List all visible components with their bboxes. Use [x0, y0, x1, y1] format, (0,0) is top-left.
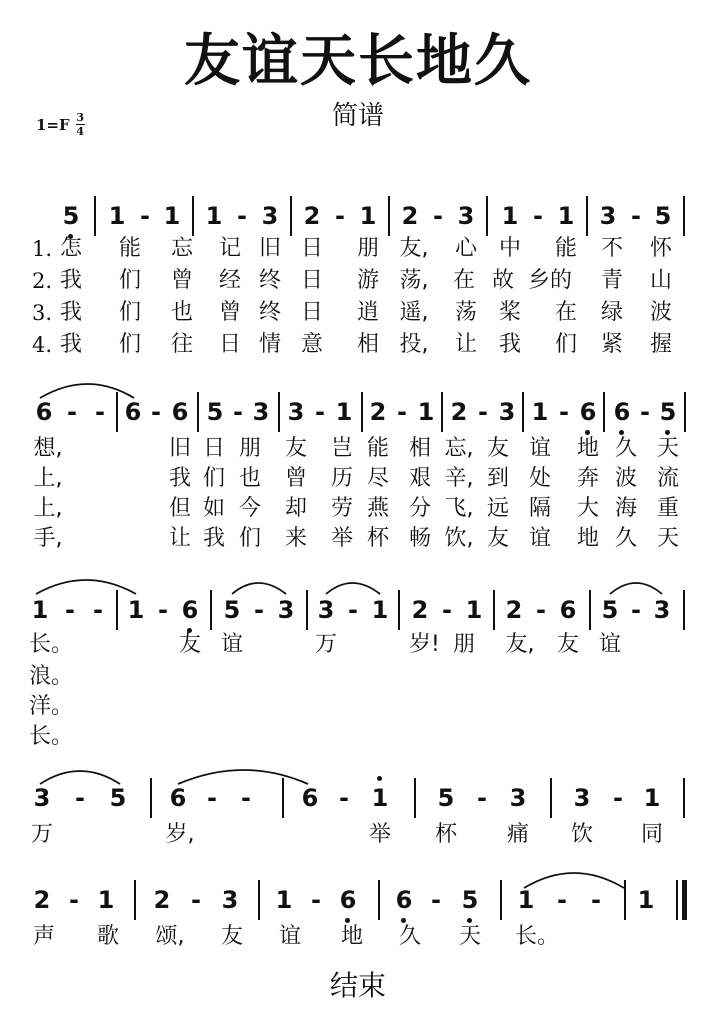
barline: [378, 880, 380, 920]
lyrics-verse-2: [0, 462, 716, 496]
barline: [116, 590, 118, 630]
note: 1: [275, 886, 293, 914]
lyrics-verse-1: [0, 232, 716, 266]
lyric-syllable: 到: [486, 466, 509, 491]
lyric-syllable: 们: [202, 466, 225, 491]
lyric-syllable: 上,: [33, 466, 63, 491]
barline: [586, 196, 588, 236]
lyric-syllable: 能: [366, 436, 389, 461]
lyric-syllable: 不: [600, 236, 623, 261]
note: -: [559, 398, 569, 426]
note: 5: [109, 784, 127, 812]
note: 5: [59, 196, 83, 236]
lyric-syllable: 长。: [29, 724, 74, 749]
note: -: [241, 784, 251, 812]
lyric-syllable: 在: [452, 268, 475, 293]
lyric-syllable: 相: [408, 436, 431, 461]
lyric-syllable: 们: [554, 332, 577, 357]
note: 3: [33, 784, 51, 812]
lyric-syllable: 曾: [284, 466, 307, 491]
lyric-syllable: 劳: [330, 496, 353, 521]
barline: [278, 392, 280, 432]
verse-number: 1.: [32, 237, 53, 261]
barline: [683, 196, 685, 236]
note: -: [191, 886, 201, 914]
note: 1: [335, 398, 353, 426]
note: -: [536, 596, 546, 624]
barline: [500, 880, 502, 920]
note: -: [431, 886, 441, 914]
lyric-syllable: 们: [118, 332, 141, 357]
lyric-syllable: 燕: [366, 496, 389, 521]
note: 6: [171, 398, 189, 426]
note: -: [335, 202, 345, 230]
note: 3: [653, 596, 671, 624]
note: -: [311, 886, 321, 914]
note: 3: [261, 202, 279, 230]
lyric-syllable: 万: [314, 632, 337, 657]
lyric-syllable: 友,: [505, 632, 535, 657]
lyric-syllable: 荡: [454, 300, 477, 325]
lyric-syllable: 友: [486, 526, 509, 551]
lyrics-verse-4: [0, 328, 716, 362]
barline: [258, 880, 260, 920]
lyric-syllable: 荡,: [399, 268, 429, 293]
lyric-syllable: 意: [300, 332, 323, 357]
lyric-syllable: 地: [576, 436, 599, 461]
note: 5: [458, 880, 482, 920]
note: -: [613, 784, 623, 812]
lyrics-verse-1: [0, 920, 716, 954]
barline: [683, 590, 685, 630]
lyric-syllable: 长。: [29, 632, 74, 657]
lyric-syllable: 浪。: [29, 664, 74, 689]
lyric-syllable: 日: [300, 300, 323, 325]
barline: [441, 392, 443, 432]
note: -: [478, 398, 488, 426]
time-signature: [76, 112, 85, 137]
final-barline-thick: [682, 880, 687, 920]
barline: [150, 778, 152, 818]
lyric-syllable: 情: [258, 332, 281, 357]
lyric-syllable: 绿: [600, 300, 623, 325]
lyric-syllable: 友: [556, 632, 579, 657]
note: 1: [637, 886, 655, 914]
lyric-syllable: 分: [408, 496, 431, 521]
lyric-syllable: 上,: [33, 496, 63, 521]
lyric-syllable: 日: [300, 268, 323, 293]
lyric-syllable: 能: [554, 236, 577, 261]
note: 5: [223, 596, 241, 624]
lyric-syllable: 海: [614, 496, 637, 521]
barline: [94, 196, 96, 236]
barline: [306, 590, 308, 630]
lyrics-verse-3: [0, 690, 716, 724]
lyrics-verse-3: [0, 296, 716, 330]
lyric-syllable: 处: [528, 466, 551, 491]
lyric-syllable: 飞,: [444, 496, 474, 521]
lyric-syllable: 艰: [408, 466, 431, 491]
lyric-syllable: 经: [218, 268, 241, 293]
note: 3: [252, 398, 270, 426]
lyric-syllable: 我: [59, 268, 82, 293]
note: 2: [401, 202, 419, 230]
note: 6: [610, 392, 634, 432]
lyrics-verse-3: [0, 492, 716, 526]
barline: [589, 590, 591, 630]
note: -: [640, 398, 650, 426]
lyric-syllable: 终: [258, 268, 281, 293]
barline: [522, 392, 524, 432]
lyric-syllable: 谊: [528, 526, 551, 551]
barline: [361, 392, 363, 432]
barline: [414, 778, 416, 818]
lyric-syllable: 曾: [218, 300, 241, 325]
lyrics-verse-4: [0, 522, 716, 556]
lyric-syllable: 天: [458, 924, 481, 949]
lyric-syllable: 终: [258, 300, 281, 325]
note: -: [158, 596, 168, 624]
note: 6: [178, 590, 202, 630]
lyric-syllable: 桨: [498, 300, 521, 325]
lyric-syllable: 岂: [330, 436, 353, 461]
lyric-syllable: 痛: [506, 822, 529, 847]
barline: [624, 880, 626, 920]
note: -: [631, 202, 641, 230]
lyric-syllable: 友: [178, 632, 201, 657]
note: -: [207, 784, 217, 812]
key-label: 1=F: [36, 115, 70, 134]
note: 1: [97, 886, 115, 914]
barline: [683, 778, 685, 818]
lyric-syllable: 波: [649, 300, 672, 325]
note: 1: [501, 202, 519, 230]
note: -: [237, 202, 247, 230]
lyric-syllable: 友: [284, 436, 307, 461]
note: 6: [301, 784, 319, 812]
barline: [197, 392, 199, 432]
lyric-syllable: 久: [398, 924, 421, 949]
lyric-syllable: 饮,: [444, 526, 474, 551]
note: 1: [531, 398, 549, 426]
note: 1: [368, 778, 392, 818]
lyric-syllable: 重: [656, 496, 679, 521]
lyric-syllable: 朋: [452, 632, 475, 657]
note: 2: [411, 596, 429, 624]
note: 1: [517, 886, 535, 914]
lyric-syllable: 天: [656, 436, 679, 461]
lyric-syllable: 举: [368, 822, 391, 847]
note: 1: [127, 596, 145, 624]
note: -: [151, 398, 161, 426]
note: 6: [392, 880, 416, 920]
note: -: [69, 886, 79, 914]
lyric-syllable: 旧: [258, 236, 281, 261]
note: 3: [287, 398, 305, 426]
note: -: [591, 886, 601, 914]
note: -: [315, 398, 325, 426]
barline: [192, 196, 194, 236]
lyric-syllable: 畅: [408, 526, 431, 551]
lyric-syllable: 能: [118, 236, 141, 261]
lyric-syllable: 谊: [220, 632, 243, 657]
lyric-syllable: 杯: [434, 822, 457, 847]
note: -: [93, 596, 103, 624]
note: 1: [371, 596, 389, 624]
lyric-syllable: 让: [168, 526, 191, 551]
lyric-syllable: 在: [554, 300, 577, 325]
note: 3: [509, 784, 527, 812]
barline: [486, 196, 488, 236]
song-title: 友谊天长地久: [184, 29, 532, 94]
note: 3: [498, 398, 516, 426]
lyric-syllable: 让: [454, 332, 477, 357]
note: 3: [221, 886, 239, 914]
note: 6: [124, 398, 142, 426]
lyric-syllable: 记: [218, 236, 241, 261]
note: 2: [153, 886, 171, 914]
lyric-syllable: 久: [614, 526, 637, 551]
lyric-syllable: 故: [491, 268, 514, 293]
note: -: [397, 398, 407, 426]
lyric-syllable: 如: [202, 496, 225, 521]
note: -: [75, 784, 85, 812]
lyric-syllable: 山: [649, 268, 672, 293]
end-label: 结束: [329, 969, 386, 1002]
note: 2: [33, 886, 51, 914]
note: -: [65, 596, 75, 624]
lyric-syllable: 握: [649, 332, 672, 357]
barline: [134, 880, 136, 920]
note: 6: [576, 392, 600, 432]
lyric-syllable: 我: [59, 332, 82, 357]
lyric-syllable: 乡的: [527, 268, 572, 293]
lyric-syllable: 谊: [528, 436, 551, 461]
lyrics-verse-4: [0, 720, 716, 754]
lyric-syllable: 远: [486, 496, 509, 521]
lyric-syllable: 地: [340, 924, 363, 949]
note: 2: [450, 398, 468, 426]
lyric-syllable: 友,: [399, 236, 429, 261]
barline: [116, 392, 118, 432]
note: 1: [417, 398, 435, 426]
lyric-syllable: 我: [168, 466, 191, 491]
lyric-syllable: 长。: [515, 924, 560, 949]
note: 6: [336, 880, 360, 920]
barline: [290, 196, 292, 236]
lyric-syllable: 谊: [278, 924, 301, 949]
lyric-syllable: 曾: [170, 268, 193, 293]
lyric-syllable: 日: [202, 436, 225, 461]
note: 3: [457, 202, 475, 230]
note: -: [433, 202, 443, 230]
note: 1: [205, 202, 223, 230]
lyric-syllable: 我: [202, 526, 225, 551]
lyric-syllable: 地: [576, 526, 599, 551]
lyric-syllable: 今: [238, 496, 261, 521]
lyrics-verse-1: [0, 628, 716, 662]
note: 3: [573, 784, 591, 812]
barline: [388, 196, 390, 236]
lyric-syllable: 心: [454, 236, 477, 261]
note: -: [631, 596, 641, 624]
lyric-syllable: 逍: [356, 300, 379, 325]
note: -: [557, 886, 567, 914]
lyric-syllable: 也: [170, 300, 193, 325]
lyric-syllable: 万: [30, 822, 53, 847]
lyric-syllable: 但: [168, 496, 191, 521]
lyric-syllable: 杯: [366, 526, 389, 551]
note: 3: [317, 596, 335, 624]
note: -: [233, 398, 243, 426]
note: 6: [35, 398, 53, 426]
note: 1: [465, 596, 483, 624]
lyric-syllable: 举: [330, 526, 353, 551]
lyric-syllable: 中: [498, 236, 521, 261]
lyric-syllable: 想,: [33, 436, 63, 461]
note: -: [348, 596, 358, 624]
lyric-syllable: 朋: [238, 436, 261, 461]
note: -: [140, 202, 150, 230]
lyric-syllable: 遥,: [399, 300, 429, 325]
note: 5: [437, 784, 455, 812]
note: -: [95, 398, 105, 426]
barline: [493, 590, 495, 630]
lyric-syllable: 颂,: [155, 924, 185, 949]
note: 1: [163, 202, 181, 230]
lyrics-verse-2: [0, 660, 716, 694]
lyric-syllable: 游: [356, 268, 379, 293]
lyric-syllable: 忘,: [444, 436, 474, 461]
lyric-syllable: 饮: [570, 822, 593, 847]
note: 3: [599, 202, 617, 230]
note: 2: [303, 202, 321, 230]
note: 6: [559, 596, 577, 624]
lyric-syllable: 青: [600, 268, 623, 293]
note: 1: [359, 202, 377, 230]
lyric-syllable: 们: [118, 268, 141, 293]
lyric-syllable: 大: [576, 496, 599, 521]
lyric-syllable: 同: [640, 822, 663, 847]
note: -: [339, 784, 349, 812]
lyric-syllable: 日: [300, 236, 323, 261]
note: -: [477, 784, 487, 812]
lyric-syllable: 友: [220, 924, 243, 949]
lyric-syllable: 隔: [528, 496, 551, 521]
lyrics-verse-2: [0, 264, 716, 298]
verse-number: 3.: [32, 301, 53, 325]
lyric-syllable: 历: [330, 466, 353, 491]
time-signature-top: 3: [76, 111, 84, 124]
lyric-syllable: 往: [170, 332, 193, 357]
note: -: [67, 398, 77, 426]
verse-number: 4.: [32, 333, 53, 357]
note: 5: [206, 398, 224, 426]
lyric-syllable: 流: [656, 466, 679, 491]
note: 5: [656, 392, 680, 432]
lyrics-verse-1: [0, 432, 716, 466]
note: 1: [31, 596, 49, 624]
barline: [684, 392, 686, 432]
lyric-syllable: 谊: [598, 632, 621, 657]
lyric-syllable: 我: [498, 332, 521, 357]
lyric-syllable: 们: [238, 526, 261, 551]
note: 1: [557, 202, 575, 230]
note: -: [442, 596, 452, 624]
lyrics-verse-1: [0, 818, 716, 852]
lyric-syllable: 投,: [399, 332, 429, 357]
lyric-syllable: 尽: [366, 466, 389, 491]
lyric-syllable: 奔: [576, 466, 599, 491]
note: 6: [169, 784, 187, 812]
final-barline-thin: [676, 880, 678, 920]
note: -: [533, 202, 543, 230]
lyric-syllable: 波: [614, 466, 637, 491]
note: 5: [654, 202, 672, 230]
barline: [282, 778, 284, 818]
note: 1: [643, 784, 661, 812]
lyric-syllable: 友: [486, 436, 509, 461]
note: 5: [601, 596, 619, 624]
lyric-syllable: 紧: [600, 332, 623, 357]
barline: [398, 590, 400, 630]
barline: [603, 392, 605, 432]
lyric-syllable: 忘: [170, 236, 193, 261]
lyric-syllable: 们: [118, 300, 141, 325]
barline: [550, 778, 552, 818]
notation-type-label: 简谱: [331, 101, 384, 131]
lyric-syllable: 却: [284, 496, 307, 521]
lyric-syllable: 我: [59, 300, 82, 325]
note: 3: [277, 596, 295, 624]
lyric-syllable: 歌: [96, 924, 119, 949]
lyric-syllable: 朋: [356, 236, 379, 261]
note: 2: [369, 398, 387, 426]
lyric-syllable: 天: [656, 526, 679, 551]
lyric-syllable: 也: [238, 466, 261, 491]
lyric-syllable: 洋。: [29, 694, 74, 719]
note: -: [254, 596, 264, 624]
lyric-syllable: 旧: [168, 436, 191, 461]
lyric-syllable: 岁,: [165, 822, 195, 847]
lyric-syllable: 岁!: [409, 632, 440, 657]
verse-number: 2.: [32, 269, 53, 293]
time-signature-bottom: 4: [76, 125, 84, 138]
lyric-syllable: 来: [284, 526, 307, 551]
barline: [210, 590, 212, 630]
key-signature: [36, 112, 85, 137]
note: 2: [505, 596, 523, 624]
lyric-syllable: 怀: [649, 236, 672, 261]
lyric-syllable: 手,: [33, 526, 63, 551]
lyric-syllable: 怎: [59, 236, 82, 261]
lyric-syllable: 相: [356, 332, 379, 357]
note: 1: [108, 202, 126, 230]
lyric-syllable: 辛,: [444, 466, 474, 491]
lyric-syllable: 日: [218, 332, 241, 357]
lyric-syllable: 声: [32, 924, 55, 949]
lyric-syllable: 久: [614, 436, 637, 461]
